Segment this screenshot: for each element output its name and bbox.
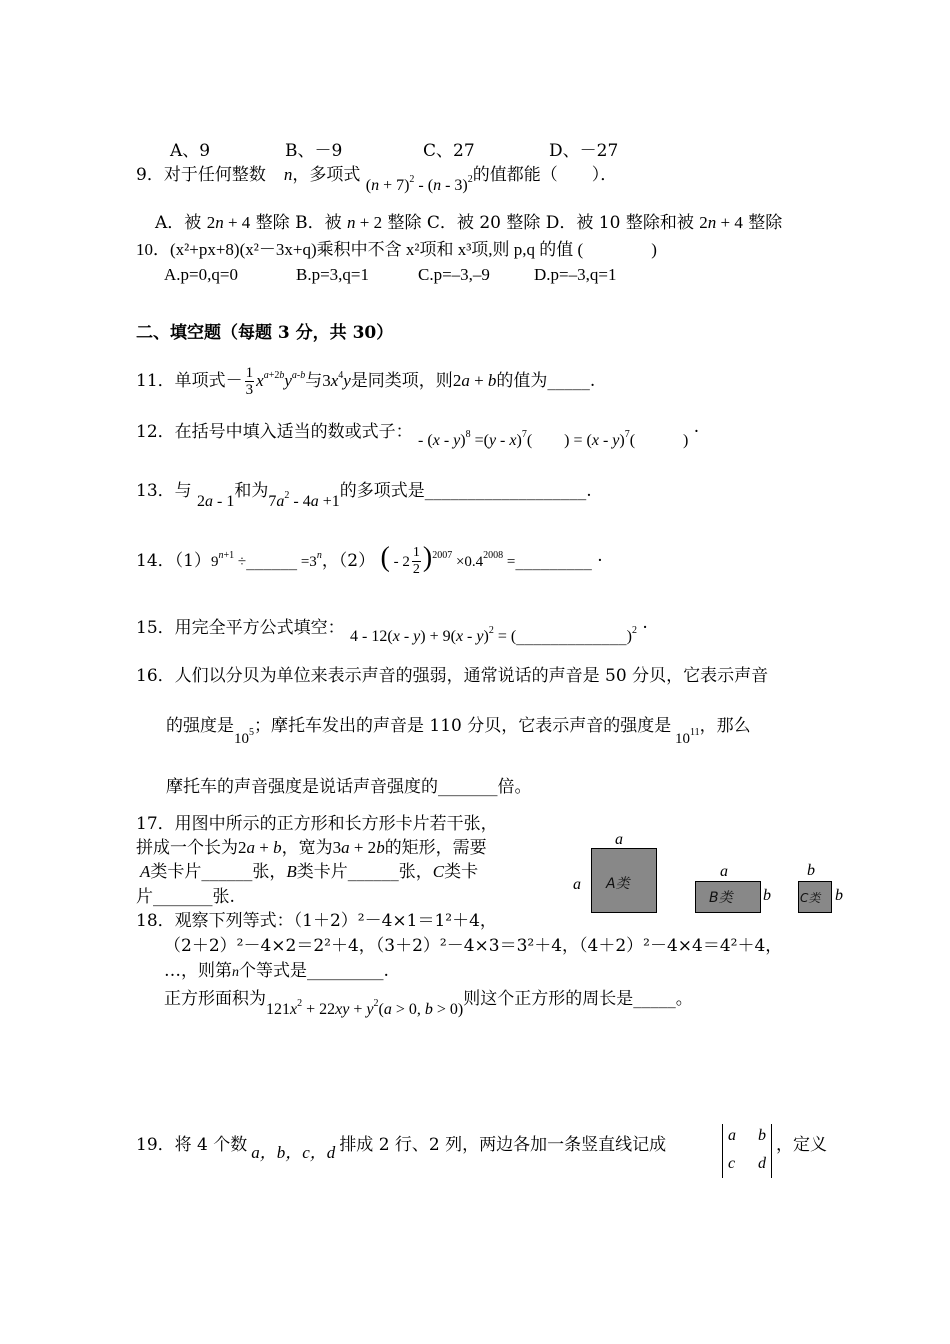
q18-text4a: 正方形面积为 (164, 989, 266, 1009)
q18-line3: …，则第n个等式是_________. (164, 961, 389, 981)
q11-number: 11． (136, 371, 175, 391)
q17-text3a: 类卡片______张， (150, 862, 287, 882)
q9-text2: ，多项式 (292, 165, 361, 185)
q17-text2c: 的矩形，需要 (384, 838, 487, 858)
q16-line3: 摩托车的声音强度是说话声音强度的_______倍。 (166, 777, 532, 797)
q18-number: 18． (136, 911, 175, 931)
q9-option-b: 整除 B．被 (255, 213, 342, 233)
q9-polynomial: $(n + 7)^2 - (n - 3)^2$ (365, 174, 473, 194)
q9-options: A．被 2n + 4 整除 B．被 n + 2 整除 C．被 20 整除 D．被 10 整除和被 2n + 4 整除 (155, 213, 783, 233)
q9-var: n (283, 165, 293, 184)
q9-text3: 的值都能（ ）． (472, 165, 618, 185)
q14-blank1: ______ (246, 551, 298, 571)
card-b-top-label: a (720, 863, 728, 880)
q18-text4b: 则这个正方形的周长是_____。 (463, 989, 693, 1009)
q11-fraction: $\frac{1}{3}$ (245, 365, 254, 398)
det-c: c (728, 1155, 736, 1172)
q11-line: 11．单项式－ $\frac{1}{3}$ $x^{a+2b}y^{a-b}$与$3x^4y$是同类项，则2a + b的值为_____. (136, 365, 596, 398)
q11-text3: 是同类项，则 (350, 371, 453, 391)
q19-line (136, 1134, 667, 1162)
q8-option-b: B、－9 (285, 141, 343, 161)
q14-part1: （1） (174, 551, 211, 571)
q10-line (136, 239, 657, 261)
q16-text1: 人们以分贝为单位来表示声音的强弱，通常说话的声音是 50 分贝，它表示声音 (174, 666, 769, 686)
q16-line1 (136, 665, 768, 687)
card-a-top-label: a (615, 831, 623, 848)
q18-line2: （2＋2）²－4×2＝2²＋4，（3＋2）²－4×3＝3²＋4，（4＋2）²－4×4＝4²＋4， (164, 936, 783, 956)
q9-line (136, 164, 618, 194)
card-a-label: A类 (606, 876, 630, 892)
card-b-label: B类 (709, 890, 733, 906)
q8-option-a: A、9 (170, 141, 211, 161)
q11-monomial: $x^{a+2b}y^{a-b}$ (256, 370, 306, 390)
q17-text1: 用图中所示的正方形和长方形卡片若干张， (174, 814, 498, 834)
q17-text3c: 类卡 (444, 862, 479, 882)
q13-number: 13． (136, 481, 175, 501)
q14-part2: ，（2） (321, 551, 376, 571)
det-a: a (728, 1127, 736, 1144)
q17-number: 17． (136, 814, 175, 834)
q10-option-c: C.p=–3,–9 (418, 265, 490, 284)
q9-option-cd: 整除 C．被 20 整除 D．被 10 整除和被 (387, 213, 694, 233)
q15-number: 15． (136, 618, 175, 638)
q10-number: 10． (136, 240, 170, 259)
q9-text1: 对于任何整数 (163, 165, 266, 185)
q10-option-b: B.p=3,q=1 (296, 265, 370, 284)
card-b-side-label: b (763, 887, 771, 904)
q12-expression: - (x - y)$^8$ =(y - x)$^7$( ) = (x - y)$^7$( ) (418, 429, 689, 449)
q19-number: 19． (136, 1135, 175, 1155)
q14-number: 14． (136, 551, 175, 571)
q13-text1: 与 (174, 481, 192, 501)
q12-text: 在括号中填入适当的数或式子： (174, 422, 413, 442)
q15-text: 用完全平方公式填空： (174, 618, 345, 638)
q16-text2b: ；摩托车发出的声音是 110 分贝，它表示声音的强度是 (254, 716, 672, 736)
card-c-top-label: b (807, 862, 815, 879)
q18-text3b: 个等式是_________. (239, 961, 389, 981)
q18-line1 (136, 910, 497, 932)
q17-line3: A类卡片______张，B类卡片______张，C类卡 (140, 862, 479, 882)
q18-text3a: …，则第 (164, 961, 232, 981)
q16-text2c: ，那么 (699, 716, 751, 736)
det-b: b (758, 1127, 766, 1144)
q14-line: 14．$(1)9^{n+1}$ ÷______ $=3^n$，（2） ( - 2 $\frac{1}{2}$ )$^{2007} \times 0.4^{2008}$ =_________ · (136, 542, 603, 577)
q16-number: 16． (136, 666, 175, 686)
q11-text1: 单项式－ (174, 371, 243, 391)
q12-line: 12．在括号中填入适当的数或式子： - (x - y)$^8$ =(y - x)$^7$( ) = (x - y)$^7$( ) · (136, 422, 700, 449)
q19-text2: 排成 2 行、2 列，两边各加一条竖直线记成 (339, 1135, 667, 1155)
q17-text2b: ，宽为 (281, 838, 333, 858)
q10-text: (x²+px+8)(x²－3x+q)乘积中不含 x²项和 x³项,则 p,q 的值 ( ) (170, 240, 657, 259)
q11-text2: 与 (305, 371, 323, 391)
q13-line: 13．与 2a - 1和为$7a^2 - 4a +1$的多项式是___________________. (136, 481, 592, 510)
q13-text3: 的多项式是___________________. (339, 481, 592, 501)
q10-option-a: A.p=0,q=0 (164, 265, 238, 284)
q8-option-d: D、－27 (549, 141, 619, 161)
q17-text2a: 拼成一个长为 (136, 838, 238, 858)
q10-option-d: D.p=–3,q=1 (534, 265, 617, 284)
q18-line4: 正方形面积为$121x^2 + 22xy + y^2(a > 0$, b > 0)则这个正方形的周长是_____。 (164, 989, 693, 1018)
q9-option-a: A．被 (155, 213, 202, 233)
q19-vars: a，b，c，d (251, 1143, 336, 1162)
q17-line2: 拼成一个长为2a + b，宽为3a + 2b的矩形，需要 (136, 838, 487, 858)
q15-line: 15．用完全平方公式填空： 4 - 12(x - y) + 9(x - y)$^2$ = (_____________)$^2$ · (136, 618, 648, 646)
card-c-label: C类 (800, 891, 821, 905)
q16-text2a: 的强度是 (166, 716, 234, 736)
card-c-side-label: b (835, 887, 843, 904)
section-title: 二、填空题（每题 3 分，共 30） (136, 323, 394, 343)
det-d: d (758, 1155, 766, 1172)
q11-text4: 的值为_____. (496, 371, 596, 391)
q19-text1: 将 4 个数 (174, 1135, 248, 1155)
q13-text2: 和为 (234, 481, 269, 501)
q9-option-end: 整除 (748, 213, 783, 233)
q17-text3b: 类卡片______张， (296, 862, 433, 882)
card-a-side-label: a (573, 876, 581, 893)
q17-line4: 片_______张. (136, 887, 235, 907)
q14-blank2: _________ (515, 551, 592, 571)
q15-blank: _____________ (516, 626, 627, 646)
q18-text1: 观察下列等式：（1＋2）²－4×1＝1²＋4， (174, 911, 497, 931)
q17-line1 (136, 813, 498, 835)
q16-line2: 的强度是$10^5$；摩托车发出的声音是 110 分贝，它表示声音的强度是 $10^{11}$，那么 (166, 716, 751, 747)
q9-number: 9． (136, 165, 164, 185)
q8-option-c: C、27 (423, 141, 475, 161)
q12-number: 12． (136, 422, 175, 442)
q19-text3: ，定义 (776, 1135, 827, 1155)
